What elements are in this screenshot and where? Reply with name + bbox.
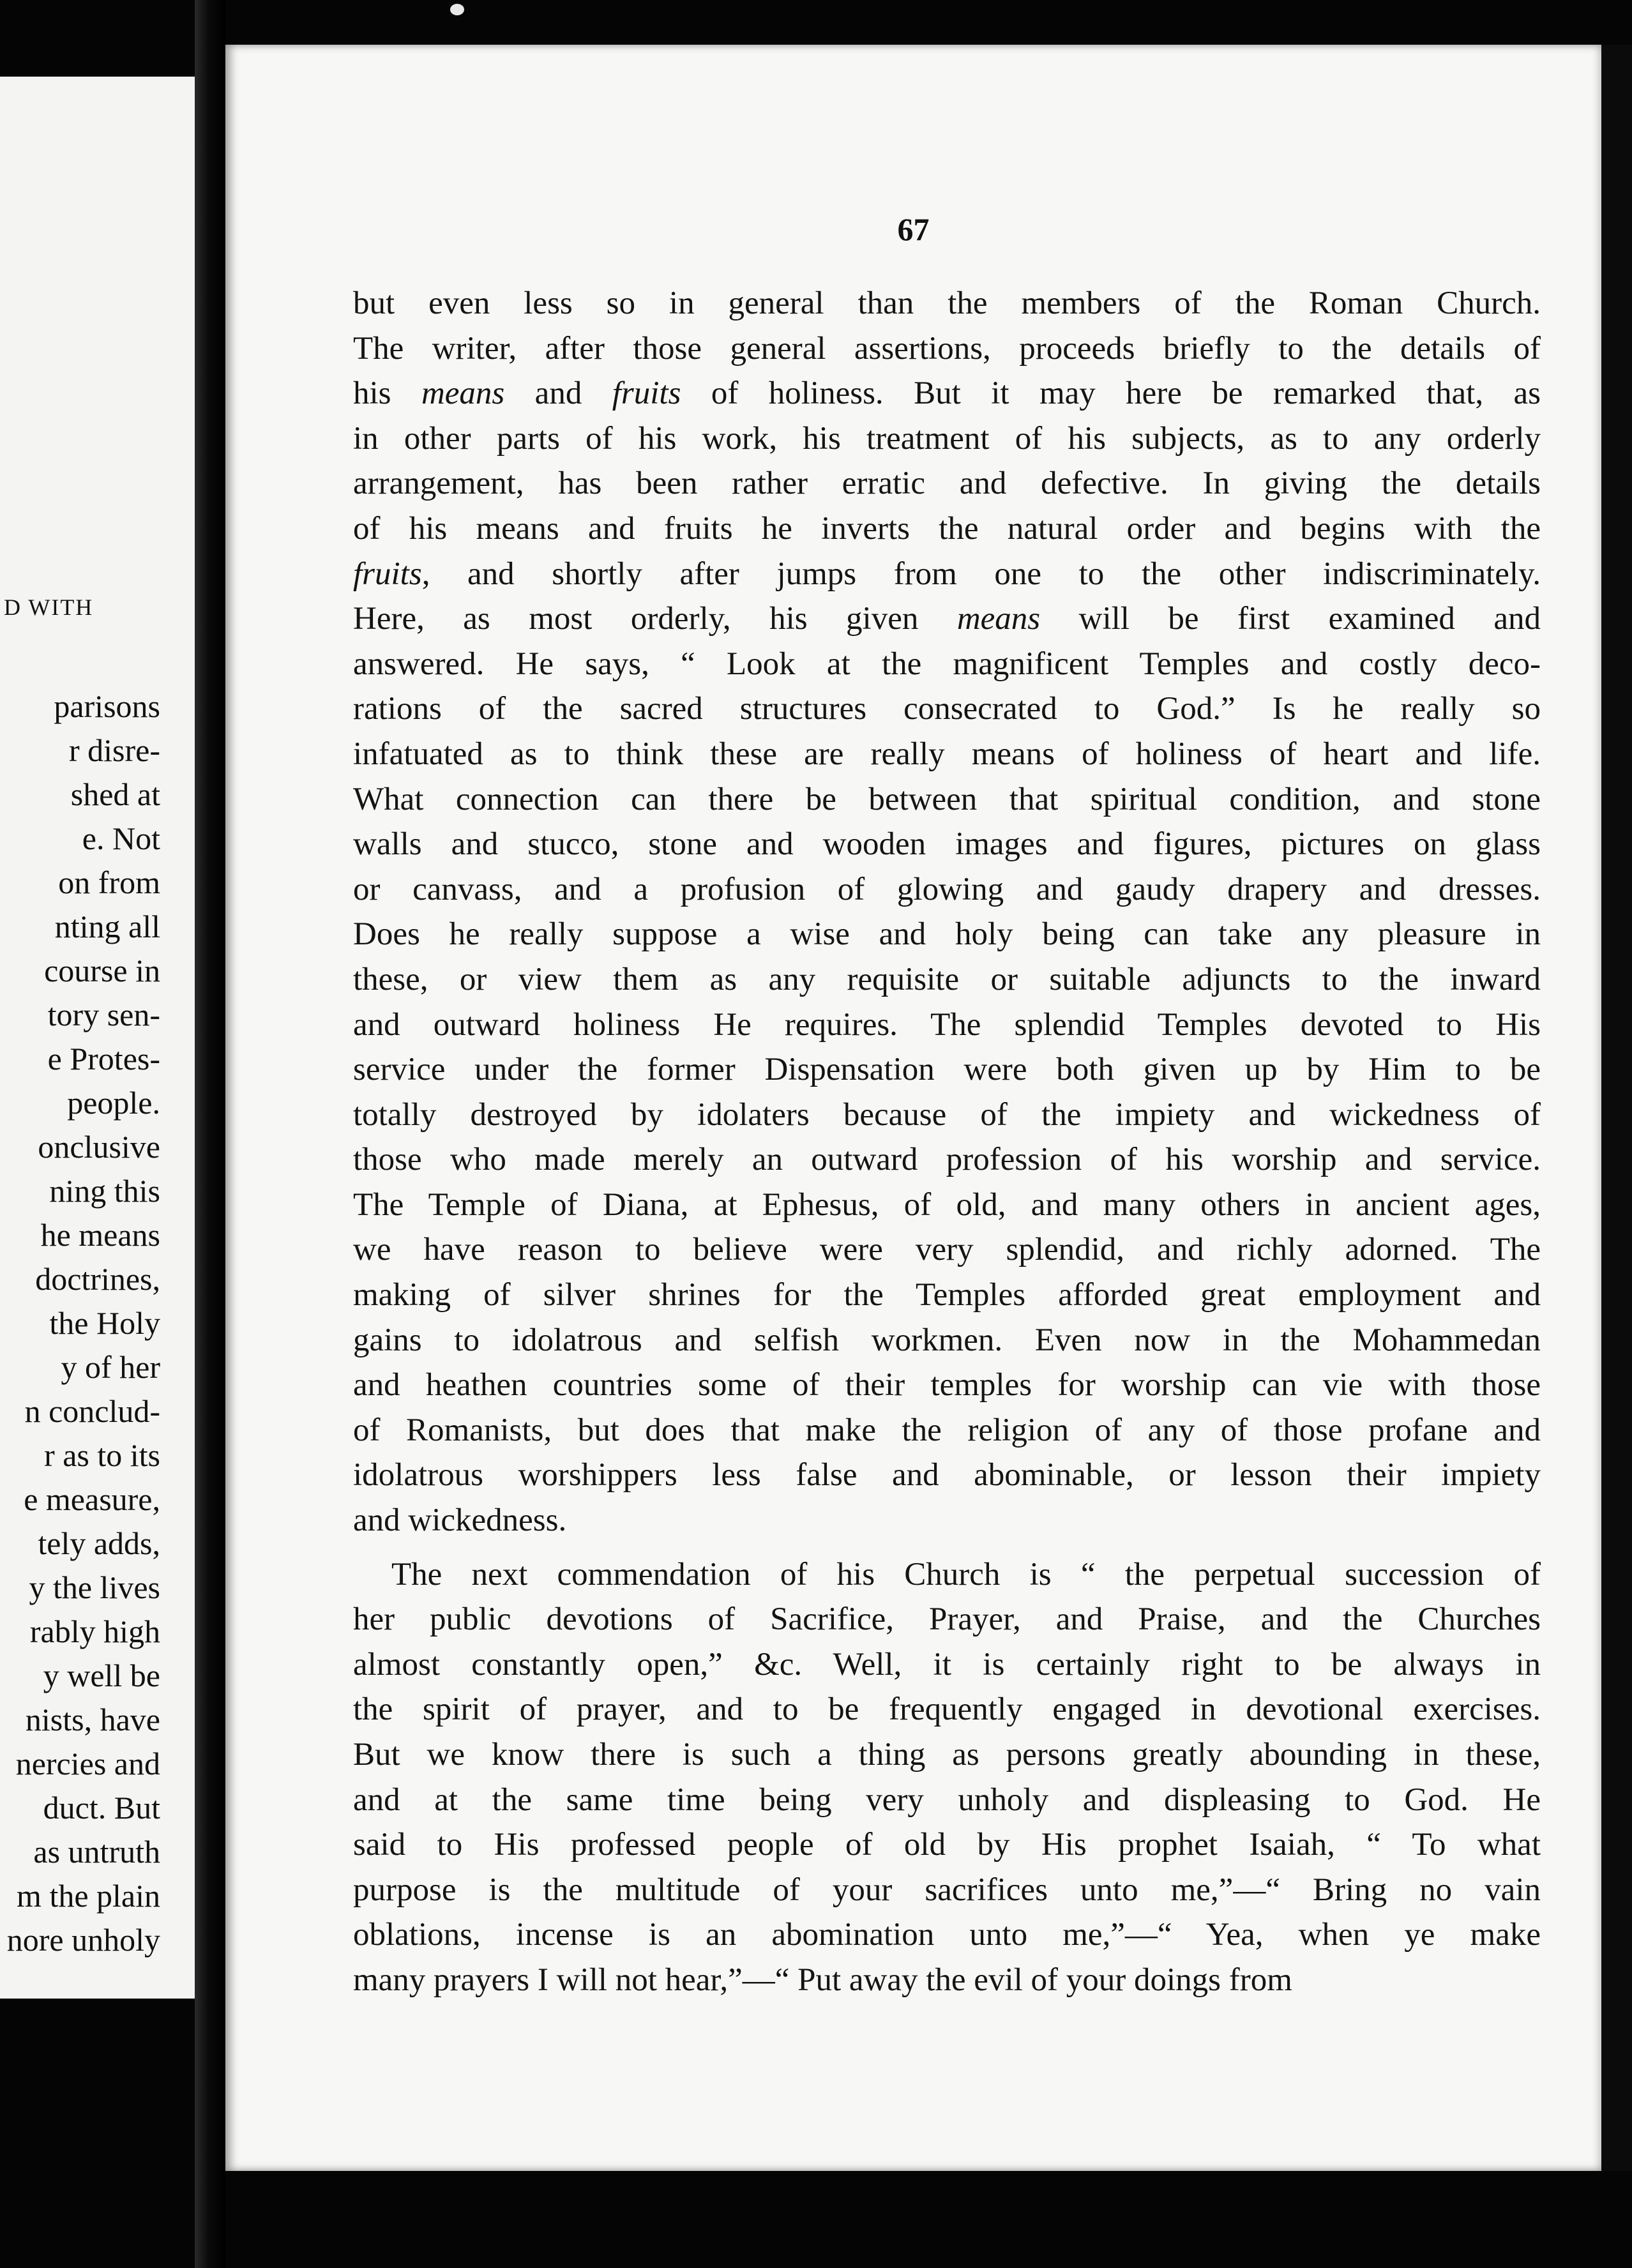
left-page-line: e. Not [82, 820, 160, 856]
text-line: or canvass, and a profusion of glowing and gaudy drapery and dresses. [353, 871, 1541, 907]
text-line: his means and fruits of holiness. But it may here be remarked that, as [353, 375, 1541, 412]
left-page-line: r as to its [44, 1437, 160, 1473]
text-line: arrangement, has been rather erratic and defective. In giving the details [353, 465, 1541, 502]
text-line: but even less so in general than the members of the Roman Church. [353, 285, 1541, 321]
text-line: making of silver shrines for the Temples afforded great employment and [353, 1277, 1541, 1313]
text-line: The writer, after those general assertions, proceeds briefly to the details of [353, 330, 1541, 367]
left-page-line: rably high [29, 1614, 160, 1649]
text-line: and heathen countries some of their temples for worship can vie with those [353, 1367, 1541, 1403]
text-line: in other parts of his work, his treatment of his subjects, as to any orderly [353, 420, 1541, 457]
text-line: of his means and fruits he inverts the natural order and begins with the [353, 510, 1541, 547]
left-page-line: course in [44, 953, 160, 988]
text-line: idolatrous worshippers less false and abominable, or lesson their impiety [353, 1457, 1541, 1493]
left-page-line: duct. But [43, 1790, 160, 1826]
left-page-line: e Protes- [47, 1041, 160, 1077]
left-page-line: on from [58, 865, 160, 900]
left-page-line: shed at [70, 776, 160, 812]
text-line: answered. He says, “ Look at the magnificent Temples and costly deco- [353, 646, 1541, 682]
text-line: walls and stucco, stone and wooden images and figures, pictures on glass [353, 826, 1541, 863]
text-line: gains to idolatrous and selfish workmen. Even now in the Mohammedan [353, 1322, 1541, 1358]
page-number: 67 [897, 211, 930, 247]
left-page-line: onclusive [38, 1129, 160, 1165]
text-line: fruits, and shortly after jumps from one to the other indiscriminately. [353, 556, 1541, 592]
left-page-line: nercies and [15, 1746, 160, 1781]
left-page-line: r disre- [69, 732, 160, 768]
left-page-line: e measure, [24, 1481, 160, 1517]
text-line: and outward holiness He requires. The splendid Temples devoted to His [353, 1006, 1541, 1043]
left-page-line: y the lives [29, 1569, 160, 1605]
left-page-line: nists, have [25, 1702, 160, 1737]
left-page-heading: D WITH [4, 594, 94, 620]
right-page-edge [1601, 45, 1632, 2171]
text-line: totally destroyed by idolaters because of the impiety and wickedness of [353, 1096, 1541, 1133]
left-page-line: tory sen- [47, 997, 160, 1032]
left-page-line: tely adds, [38, 1525, 160, 1561]
text-line: rations of the sacred structures consecrated to God.” Is he really so [353, 691, 1541, 727]
text-line: said to His professed people of old by His prophet Isaiah, “ To what [353, 1827, 1541, 1863]
left-page-line: parisons [54, 688, 160, 724]
left-page-line: people. [67, 1085, 160, 1121]
text-line: service under the former Dispensation were both given up by Him to be [353, 1052, 1541, 1088]
book-gutter [195, 0, 225, 2268]
left-page-line: doctrines, [35, 1261, 160, 1297]
text-line: Here, as most orderly, his given means will be first examined and [353, 601, 1541, 637]
paragraph [353, 1552, 1541, 2003]
text-line: of Romanists, but does that make the religion of any of those profane and [353, 1412, 1541, 1448]
text-line: The next commendation of his Church is “ the perpetual succession of [391, 1556, 1541, 1592]
text-line: and wickedness. [353, 1502, 567, 1539]
text-line: those who made merely an outward profession of his worship and service. [353, 1142, 1541, 1178]
paragraph [353, 281, 1541, 1543]
text-line: almost constantly open,” &c. Well, it is certainly right to be always in [353, 1646, 1541, 1682]
left-page-text [7, 684, 160, 1962]
left-page-fragment [0, 77, 195, 1999]
text-line: But we know there is such a thing as persons greatly abounding in these, [353, 1737, 1541, 1773]
scan-speck [450, 4, 464, 15]
page-body-text [353, 281, 1541, 2003]
left-page-line: as untruth [33, 1834, 160, 1870]
left-page-line: nting all [54, 909, 160, 944]
text-line: these, or view them as any requisite or suitable adjuncts to the inward [353, 961, 1541, 997]
text-line: many prayers I will not hear,”—“ Put away the evil of your doings from [353, 1962, 1292, 1998]
text-line: we have reason to believe were very splendid, and richly adorned. The [353, 1232, 1541, 1268]
left-page-line: the Holy [49, 1305, 160, 1341]
text-line: the spirit of prayer, and to be frequently engaged in devotional exercises. [353, 1691, 1541, 1728]
left-page-line: y well be [43, 1658, 160, 1693]
text-line: oblations, incense is an abomination unto me,”—“ Yea, when ye make [353, 1917, 1541, 1953]
paragraph-gap [353, 1543, 1541, 1552]
left-page-line: ning this [49, 1173, 160, 1209]
text-line: purpose is the multitude of your sacrifices unto me,”—“ Bring no vain [353, 1871, 1541, 1908]
text-line: What connection can there be between that spiritual condition, and stone [353, 781, 1541, 817]
left-page-line: he means [40, 1217, 160, 1253]
left-page-line: nore unholy [6, 1922, 160, 1958]
left-page-line: m the plain [17, 1878, 160, 1914]
text-line: Does he really suppose a wise and holy being can take any pleasure in [353, 916, 1541, 953]
text-line: and at the same time being very unholy and displeasing to God. He [353, 1781, 1541, 1818]
left-page-line: y of her [61, 1349, 160, 1385]
left-page-line: n conclud- [24, 1393, 160, 1429]
text-line: her public devotions of Sacrifice, Prayer, and Praise, and the Churches [353, 1601, 1541, 1638]
text-line: infatuated as to think these are really means of holiness of heart and life. [353, 736, 1541, 772]
right-page [225, 45, 1601, 2171]
text-line: The Temple of Diana, at Ephesus, of old, and many others in ancient ages, [353, 1186, 1541, 1223]
